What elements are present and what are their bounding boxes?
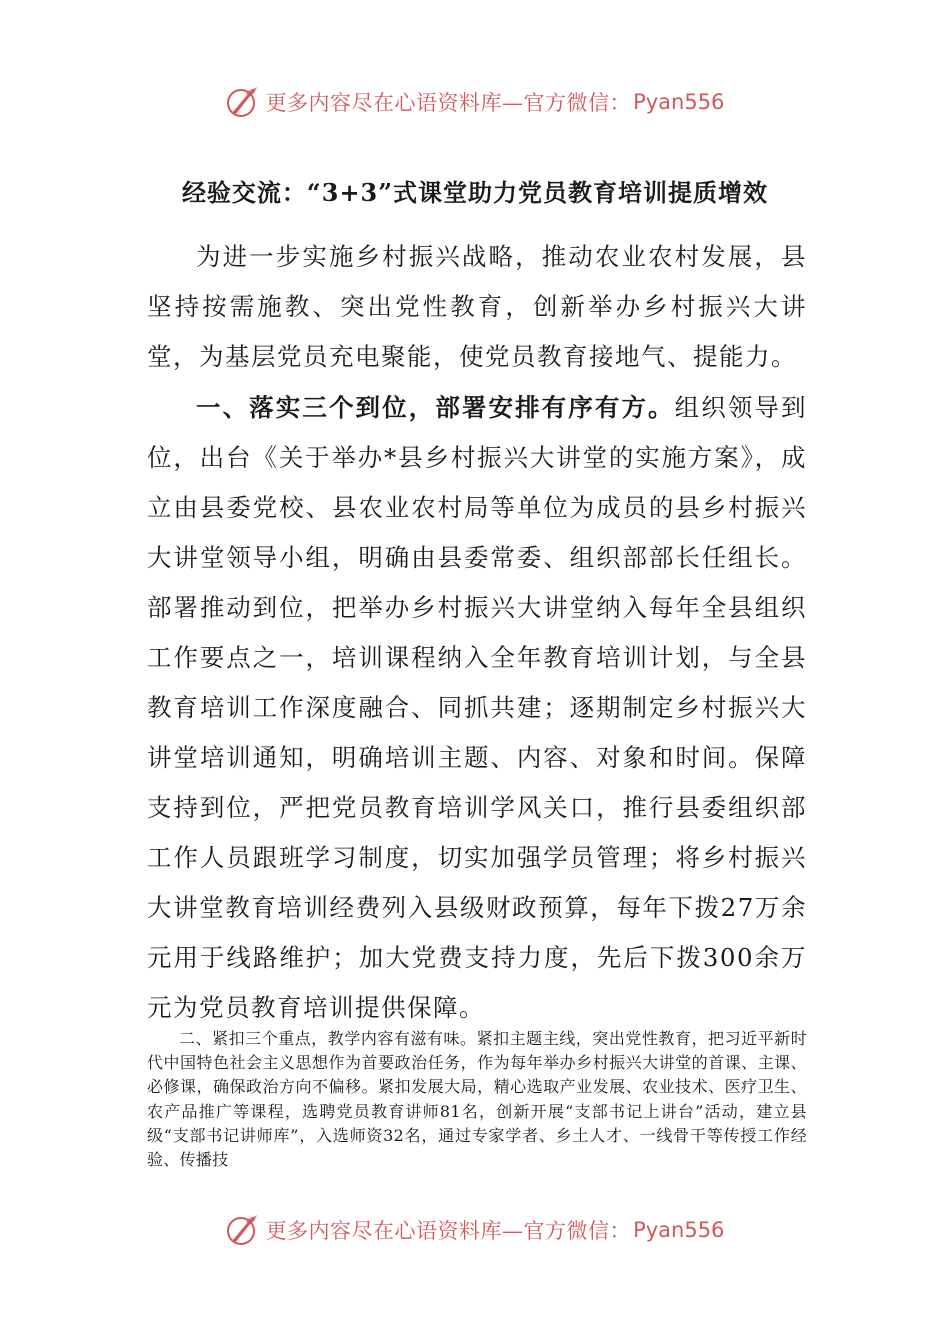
quill-pen-logo-icon (226, 1213, 260, 1247)
watermark-banner-top (0, 82, 950, 122)
section-1-body: 组织领导到位，出台《关于举办*县乡村振兴大讲堂的实施方案》，成立由县委党校、县农业农村局等单位为成员的县乡村振兴大讲堂领导小组，明确由县委常委、组织部部长任组长。部署推动到位，把举办乡村振兴大讲堂纳入每年全县组织工作要点之一，培训课程纳入全年教育培训计划，与全县教育培训工作深度融合、同抓共建；逐期制定乡村振兴大讲堂培训通知，明确培训主题、内容、对象和时间。保障支持到位，严把党员教育培训学风关口，推行县委组织部工作人员跟班学习制度，切实加强学员管理；将乡村振兴大讲堂教育培训经费列入县级财政预算，每年下拨27万余元用于线路维护；加大党费支持力度，先后下拨300余万元为党员教育培训提供保障。 (147, 393, 808, 1022)
section-2-paragraph: 二、紧扣三个重点，教学内容有滋有味。紧扣主题主线，突出党性教育，把习近平新时代中国特色社会主义思想作为首要政治任务，作为每年举办乡村振兴大讲堂的首课、主课、必修课，确保政治方向不偏移。紧扣发展大局，精心选取产业发展、农业技术、医疗卫生、农产品推广等课程，选聘党员教育讲师81名，创新开展“支部书记上讲台”活动，建立县级“支部书记讲师库”，入选师资32名，通过专家学者、乡土人才、一线骨干等传授工作经验、传播技 (147, 1029, 807, 1170)
watermark-wechat-id: Pyan556 (633, 90, 725, 114)
section-1-paragraph (147, 383, 807, 1033)
watermark-wechat-id: Pyan556 (633, 1218, 725, 1242)
quill-pen-logo-icon (226, 85, 260, 119)
document-title: 经验交流：“3+3”式课堂助力党员教育培训提质增效 (181, 178, 769, 207)
watermark-banner-bottom (0, 1210, 950, 1250)
intro-paragraph: 为进一步实施乡村振兴战略，推动农业农村发展，县坚持按需施教、突出党性教育，创新举办乡村振兴大讲堂，为基层党员充电聚能，使党员教育接地气、提能力。 (147, 242, 807, 371)
watermark-text: 更多内容尽在心语资料库—官方微信： (265, 91, 632, 115)
watermark-text: 更多内容尽在心语资料库—官方微信： (265, 1219, 632, 1243)
section-1-heading: 一、落实三个到位，部署安排有序有方。 (196, 393, 675, 422)
